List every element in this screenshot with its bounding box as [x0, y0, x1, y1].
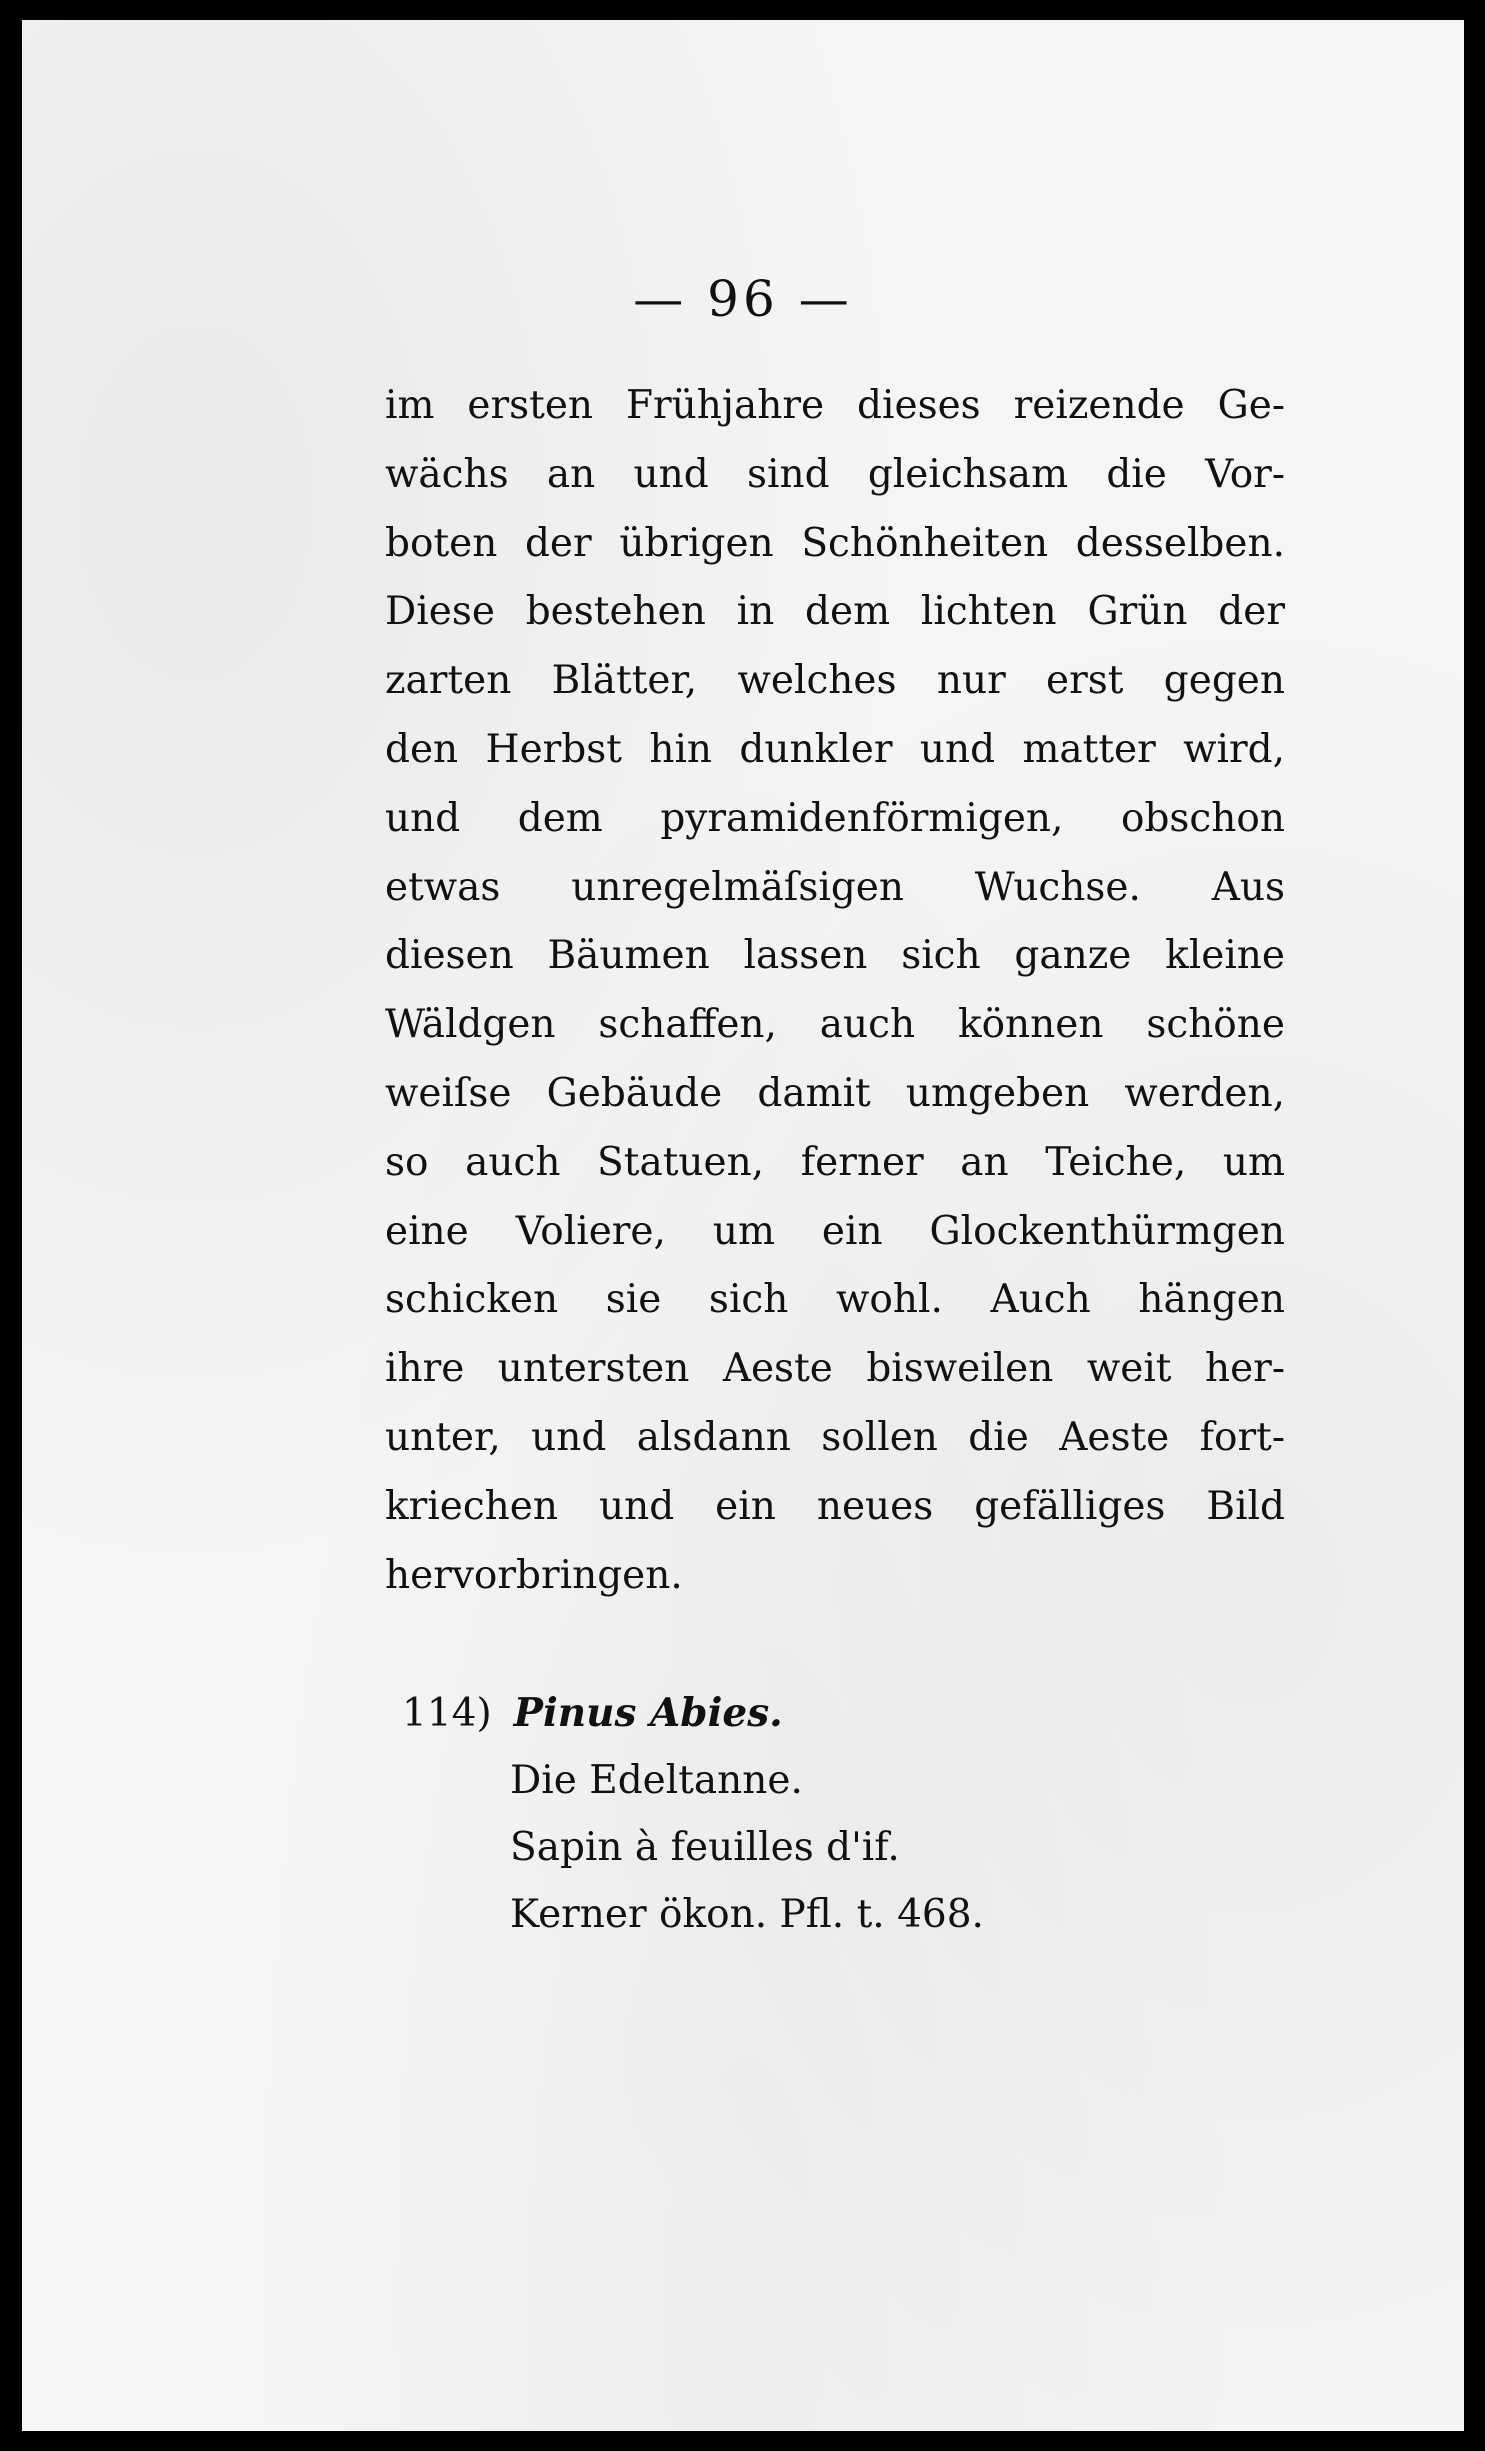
- text-line: Wäldgen schaffen, auch können schöne: [385, 1002, 1285, 1048]
- text-line: ihre untersten Aeste bisweilen weit her-: [385, 1346, 1285, 1392]
- book-page: [22, 20, 1464, 2431]
- text-line: so auch Statuen, ferner an Teiche, um: [385, 1139, 1285, 1185]
- text-line: kriechen und ein neues gefälliges Bild: [385, 1483, 1285, 1529]
- text-line: hervorbringen.: [385, 1552, 683, 1598]
- latin-name: Pinus Abies.: [513, 1690, 783, 1736]
- reference: Kerner ökon. Pfl. t. 468.: [510, 1892, 984, 1937]
- text-line: zarten Blätter, welches nur erst gegen: [385, 658, 1285, 704]
- text-line: unter, und alsdann sollen die Aeste fort-: [385, 1414, 1285, 1460]
- entry-number: 114): [402, 1691, 492, 1736]
- text-line: weiſse Gebäude damit umgeben werden,: [385, 1070, 1285, 1116]
- german-name: Die Edeltanne.: [510, 1758, 803, 1803]
- body-paragraph: [385, 372, 1285, 1610]
- text-line: boten der übrigen Schönheiten desselben.: [385, 520, 1285, 566]
- text-line: wächs an und sind gleichsam die Vor-: [385, 451, 1285, 497]
- text-line: diesen Bäumen lassen sich ganze kleine: [385, 933, 1285, 979]
- text-line: im ersten Frühjahre dieses reizende Ge-: [385, 383, 1285, 428]
- text-line: und dem pyramidenförmigen, obschon: [385, 795, 1285, 841]
- text-line: eine Voliere, um ein Glockenthürmgen: [385, 1208, 1285, 1254]
- french-name: Sapin à feuilles d'if.: [510, 1825, 900, 1870]
- entry-heading: [402, 1680, 984, 1747]
- text-line: den Herbst hin dunkler und matter wird,: [385, 726, 1285, 772]
- species-entry: [402, 1680, 984, 1948]
- text-line: Diese bestehen in dem lichten Grün der: [385, 589, 1285, 635]
- text-line: etwas unregelmäſsigen Wuchse. Aus: [385, 864, 1285, 910]
- page-number: — 96 —: [633, 270, 853, 328]
- text-line: schicken sie sich wohl. Auch hängen: [385, 1277, 1285, 1323]
